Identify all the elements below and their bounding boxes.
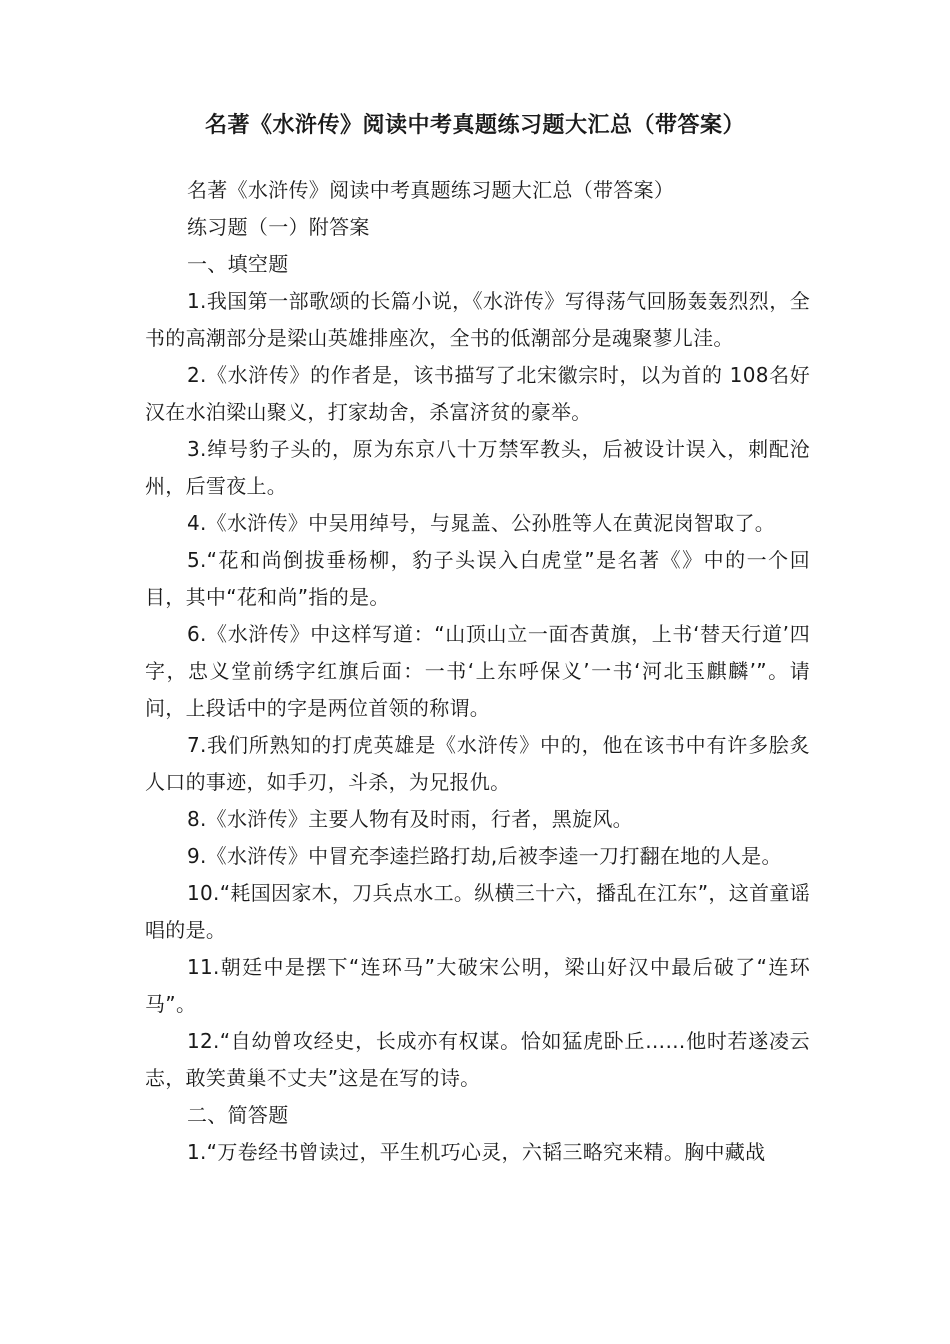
document-title: 名著《水浒传》阅读中考真题练习题大汇总（带答案） xyxy=(204,113,745,138)
paragraph: 名著《水浒传》阅读中考真题练习题大汇总（带答案） xyxy=(187,178,675,202)
question-1: 1.我国第一部歌颂的长篇小说，《水浒传》写得荡气回肠轰轰烈烈，全书的高潮部分是梁山英雄排座次，全书的低潮部分是魂聚蓼儿洼。 xyxy=(145,289,810,350)
question-6: 6.《水浒传》中这样写道：“山顶山立一面杏黄旗，上书‘替天行道’四字，忠义堂前绣字红旗后面：一书‘上东呼保义’一书‘河北玉麒麟’”。请问，上段话中的字是两位首领的称谓。 xyxy=(145,622,810,720)
paragraph: 练习题（一）附答案 xyxy=(187,215,370,239)
question-12: 12.“自幼曾攻经史，长成亦有权谋。恰如猛虎卧丘……他时若遂凌云志，敢笑黄巢不丈夫”这是在写的诗。 xyxy=(145,1029,810,1090)
question-9: 9.《水浒传》中冒充李逵拦路打劫,后被李逵一刀打翻在地的人是。 xyxy=(187,844,782,868)
question-4: 4.《水浒传》中吴用绰号，与晁盖、公孙胜等人在黄泥岗智取了。 xyxy=(187,511,776,535)
short-answer-1: 1.“万卷经书曾读过，平生机巧心灵，六韬三略究来精。胸中藏战 xyxy=(187,1140,766,1164)
question-8: 8.《水浒传》主要人物有及时雨，行者，黑旋风。 xyxy=(187,807,633,831)
question-11: 11.朝廷中是摆下“连环马”大破宋公明，梁山好汉中最后破了“连环马”。 xyxy=(145,955,810,1016)
question-2: 2.《水浒传》的作者是，该书描写了北宋徽宗时，以为首的 108名好汉在水泊梁山聚义，打家劫舍，杀富济贫的豪举。 xyxy=(145,363,810,424)
section-heading: 二、简答题 xyxy=(187,1103,289,1127)
question-7: 7.我们所熟知的打虎英雄是《水浒传》中的，他在该书中有许多脍炙人口的事迹，如手刃，斗杀，为兄报仇。 xyxy=(145,733,810,794)
question-5: 5.“花和尚倒拔垂杨柳，豹子头误入白虎堂”是名著《》中的一个回目，其中“花和尚”指的是。 xyxy=(145,548,810,609)
question-3: 3.绰号豹子头的，原为东京八十万禁军教头，后被设计误入，刺配沧州，后雪夜上。 xyxy=(145,437,810,498)
document-body xyxy=(145,172,810,1171)
section-heading: 一、填空题 xyxy=(187,252,289,276)
question-10: 10.“耗国因家木，刀兵点水工。纵横三十六，播乱在江东”，这首童谣唱的是。 xyxy=(145,881,810,942)
